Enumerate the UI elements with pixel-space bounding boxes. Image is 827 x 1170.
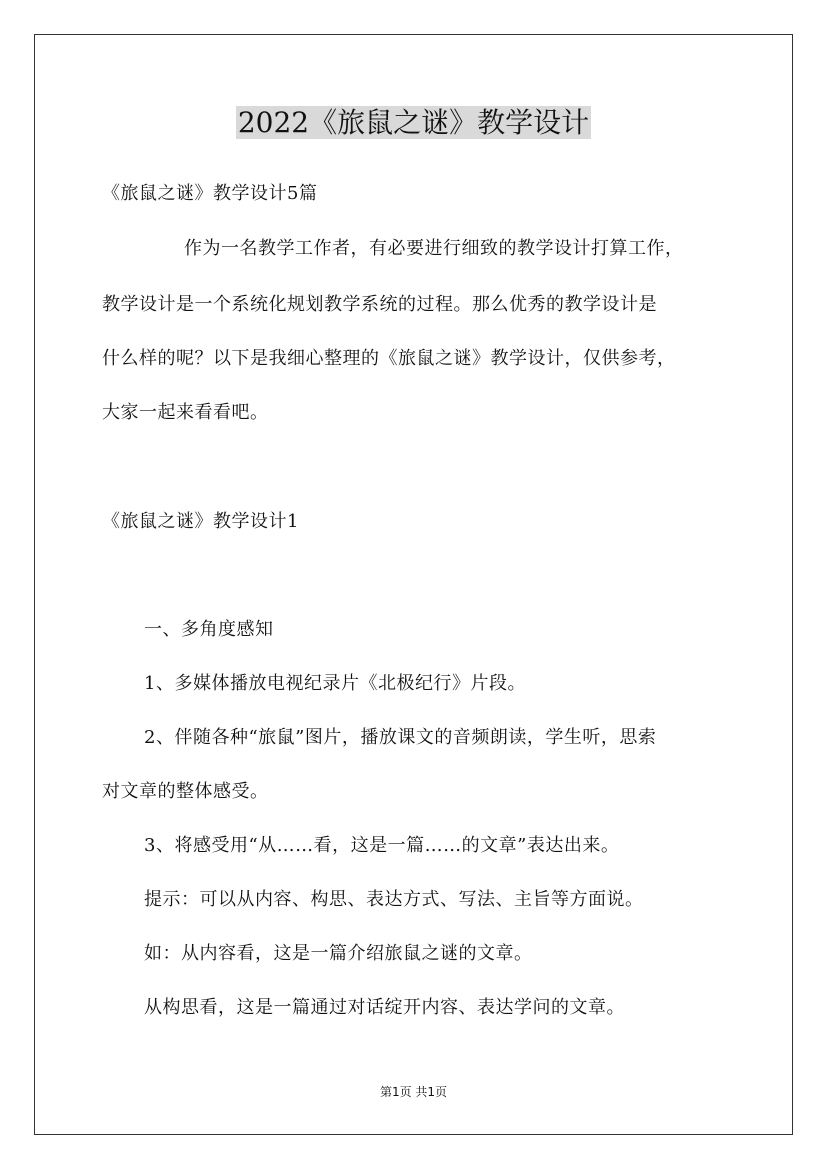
intro-line-1: 作为一名教学工作者，有必要进行细致的教学设计打算工作， [184,238,684,259]
body-line-7: 如：从内容看，这是一篇介绍旅鼠之谜的文章。 [144,943,533,964]
body-line-8: 从构思看，这是一篇通过对话绽开内容、表达学问的文章。 [144,997,625,1018]
page-footer: 第1页 共1页 [379,1085,448,1099]
section-heading: 《旅鼠之谜》教学设计1 [102,511,299,532]
body-line-4: 对文章的整体感受。 [102,781,269,802]
body-line-2: 1、多媒体播放电视纪录片《北极纪行》片段。 [144,673,526,694]
intro-line-2: 教学设计是一个系统化规划教学系统的过程。那么优秀的教学设计是 [102,294,657,315]
intro-line-4: 大家一起来看看吧。 [102,402,269,423]
document-subtitle: 《旅鼠之谜》教学设计5篇 [102,183,318,204]
document-title: 2022《旅鼠之谜》教学设计 [237,106,590,139]
body-line-6: 提示：可以从内容、构思、表达方式、写法、主旨等方面说。 [144,889,644,910]
body-line-1: 一、多角度感知 [144,619,274,640]
body-line-3: 2、伴随各种“旅鼠”图片，播放课文的音频朗读，学生听，思索 [144,727,657,748]
intro-line-3: 什么样的呢？以下是我细心整理的《旅鼠之谜》教学设计，仅供参考， [102,348,676,369]
body-line-5: 3、将感受用“从……看，这是一篇……的文章”表达出来。 [144,835,620,856]
